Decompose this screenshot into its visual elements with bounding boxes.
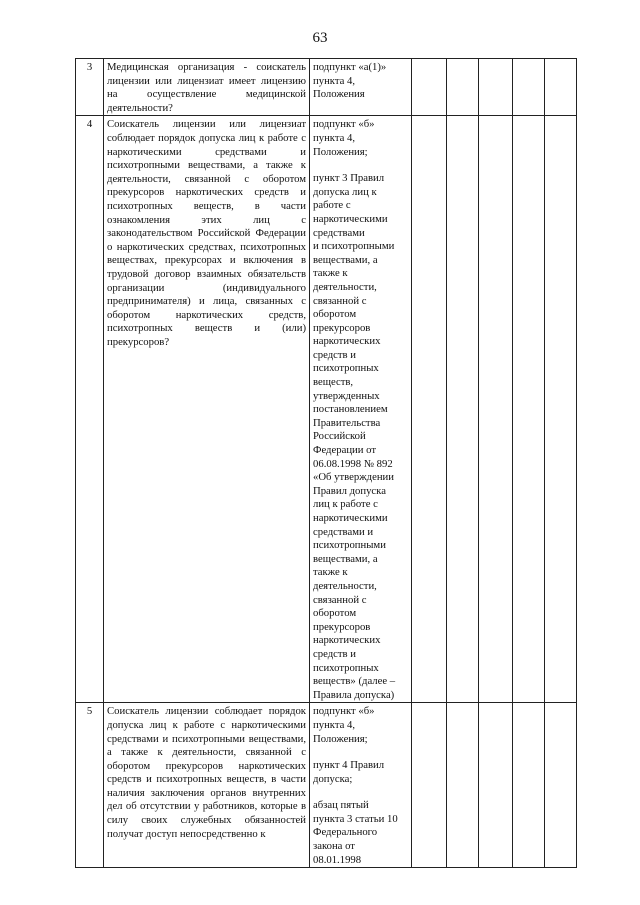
requirement-text: Соискатель лицензии соблюдает порядок допуска лиц к работе с наркотическими средствами и психотропными веществами, а также к деятельности, связанной с оборотом прекурсоров наркотических средств и психотропных веществ, в части наличия заключения органов внутренних дел об отсутствии у работников, которые в силу своих служебных обязанностей получат доступ непосредственно к — [104, 703, 310, 868]
empty-cell — [513, 116, 545, 703]
row-number: 5 — [76, 703, 104, 868]
empty-cell — [479, 703, 513, 868]
checklist-table — [75, 58, 577, 868]
empty-cell — [545, 116, 577, 703]
table-row — [76, 59, 577, 116]
legal-reference — [310, 59, 412, 116]
reference-block: абзац пятый пункта 3 статьи 10 Федерального закона от 08.01.1998 — [313, 799, 398, 866]
row-number: 3 — [76, 59, 104, 116]
table-row — [76, 116, 577, 703]
empty-cell — [447, 59, 479, 116]
empty-cell — [513, 703, 545, 868]
empty-cell — [447, 703, 479, 868]
empty-cell — [412, 116, 447, 703]
reference-block: подпункт «а(1)» пункта 4, Положения — [313, 61, 387, 101]
empty-cell — [447, 116, 479, 703]
empty-cell — [479, 59, 513, 116]
reference-block: пункт 4 Правил допуска; — [313, 759, 385, 785]
requirement-text: Соискатель лицензии или лицензиат соблюдает порядок допуска лиц к работе с наркотическими средствами и психотропными веществами, а также к деятельности, связанной с оборотом прекурсоров наркотических средств и психотропных веществ, в части ознакомления этих лиц с законодательством Российской Федерации о наркотических средствах, психотропных веществах, прекурсорах и включения в трудовой договор взаимных обязательств организации (индивидуального предпринимателя) и лица, связанных с оборотом наркотических средств, психотропных веществ и (или) прекурсоров? — [104, 116, 310, 703]
empty-cell — [412, 59, 447, 116]
legal-reference — [310, 116, 412, 703]
reference-block: подпункт «б» пункта 4, Положения; — [313, 705, 375, 745]
empty-cell — [545, 59, 577, 116]
table-row — [76, 703, 577, 868]
row-number: 4 — [76, 116, 104, 703]
requirement-text: Медицинская организация - соискатель лицензии или лицензиат имеет лицензию на осуществление медицинской деятельности? — [104, 59, 310, 116]
legal-reference — [310, 703, 412, 868]
page-number: 63 — [312, 30, 328, 46]
reference-block: пункт 3 Правил допуска лиц к работе с наркотическими средствами и психотропными веществами, а также к деятельности, связанной с оборотом прекурсоров наркотических средств и психотропных веществ, утвержденных постановлением Правительства Российской Федерации от 06.08.1998 № 892 «Об утверждении Правил допуска лиц к работе с наркотическими средствами и психотропными веществами, а также к деятельности, связанной с оборотом прекурсоров наркотических средств и психотропных веществ» (далее – Правила допуска) — [313, 172, 396, 701]
reference-block: подпункт «б» пункта 4, Положения; — [313, 118, 375, 158]
empty-cell — [479, 116, 513, 703]
empty-cell — [412, 703, 447, 868]
empty-cell — [545, 703, 577, 868]
empty-cell — [513, 59, 545, 116]
